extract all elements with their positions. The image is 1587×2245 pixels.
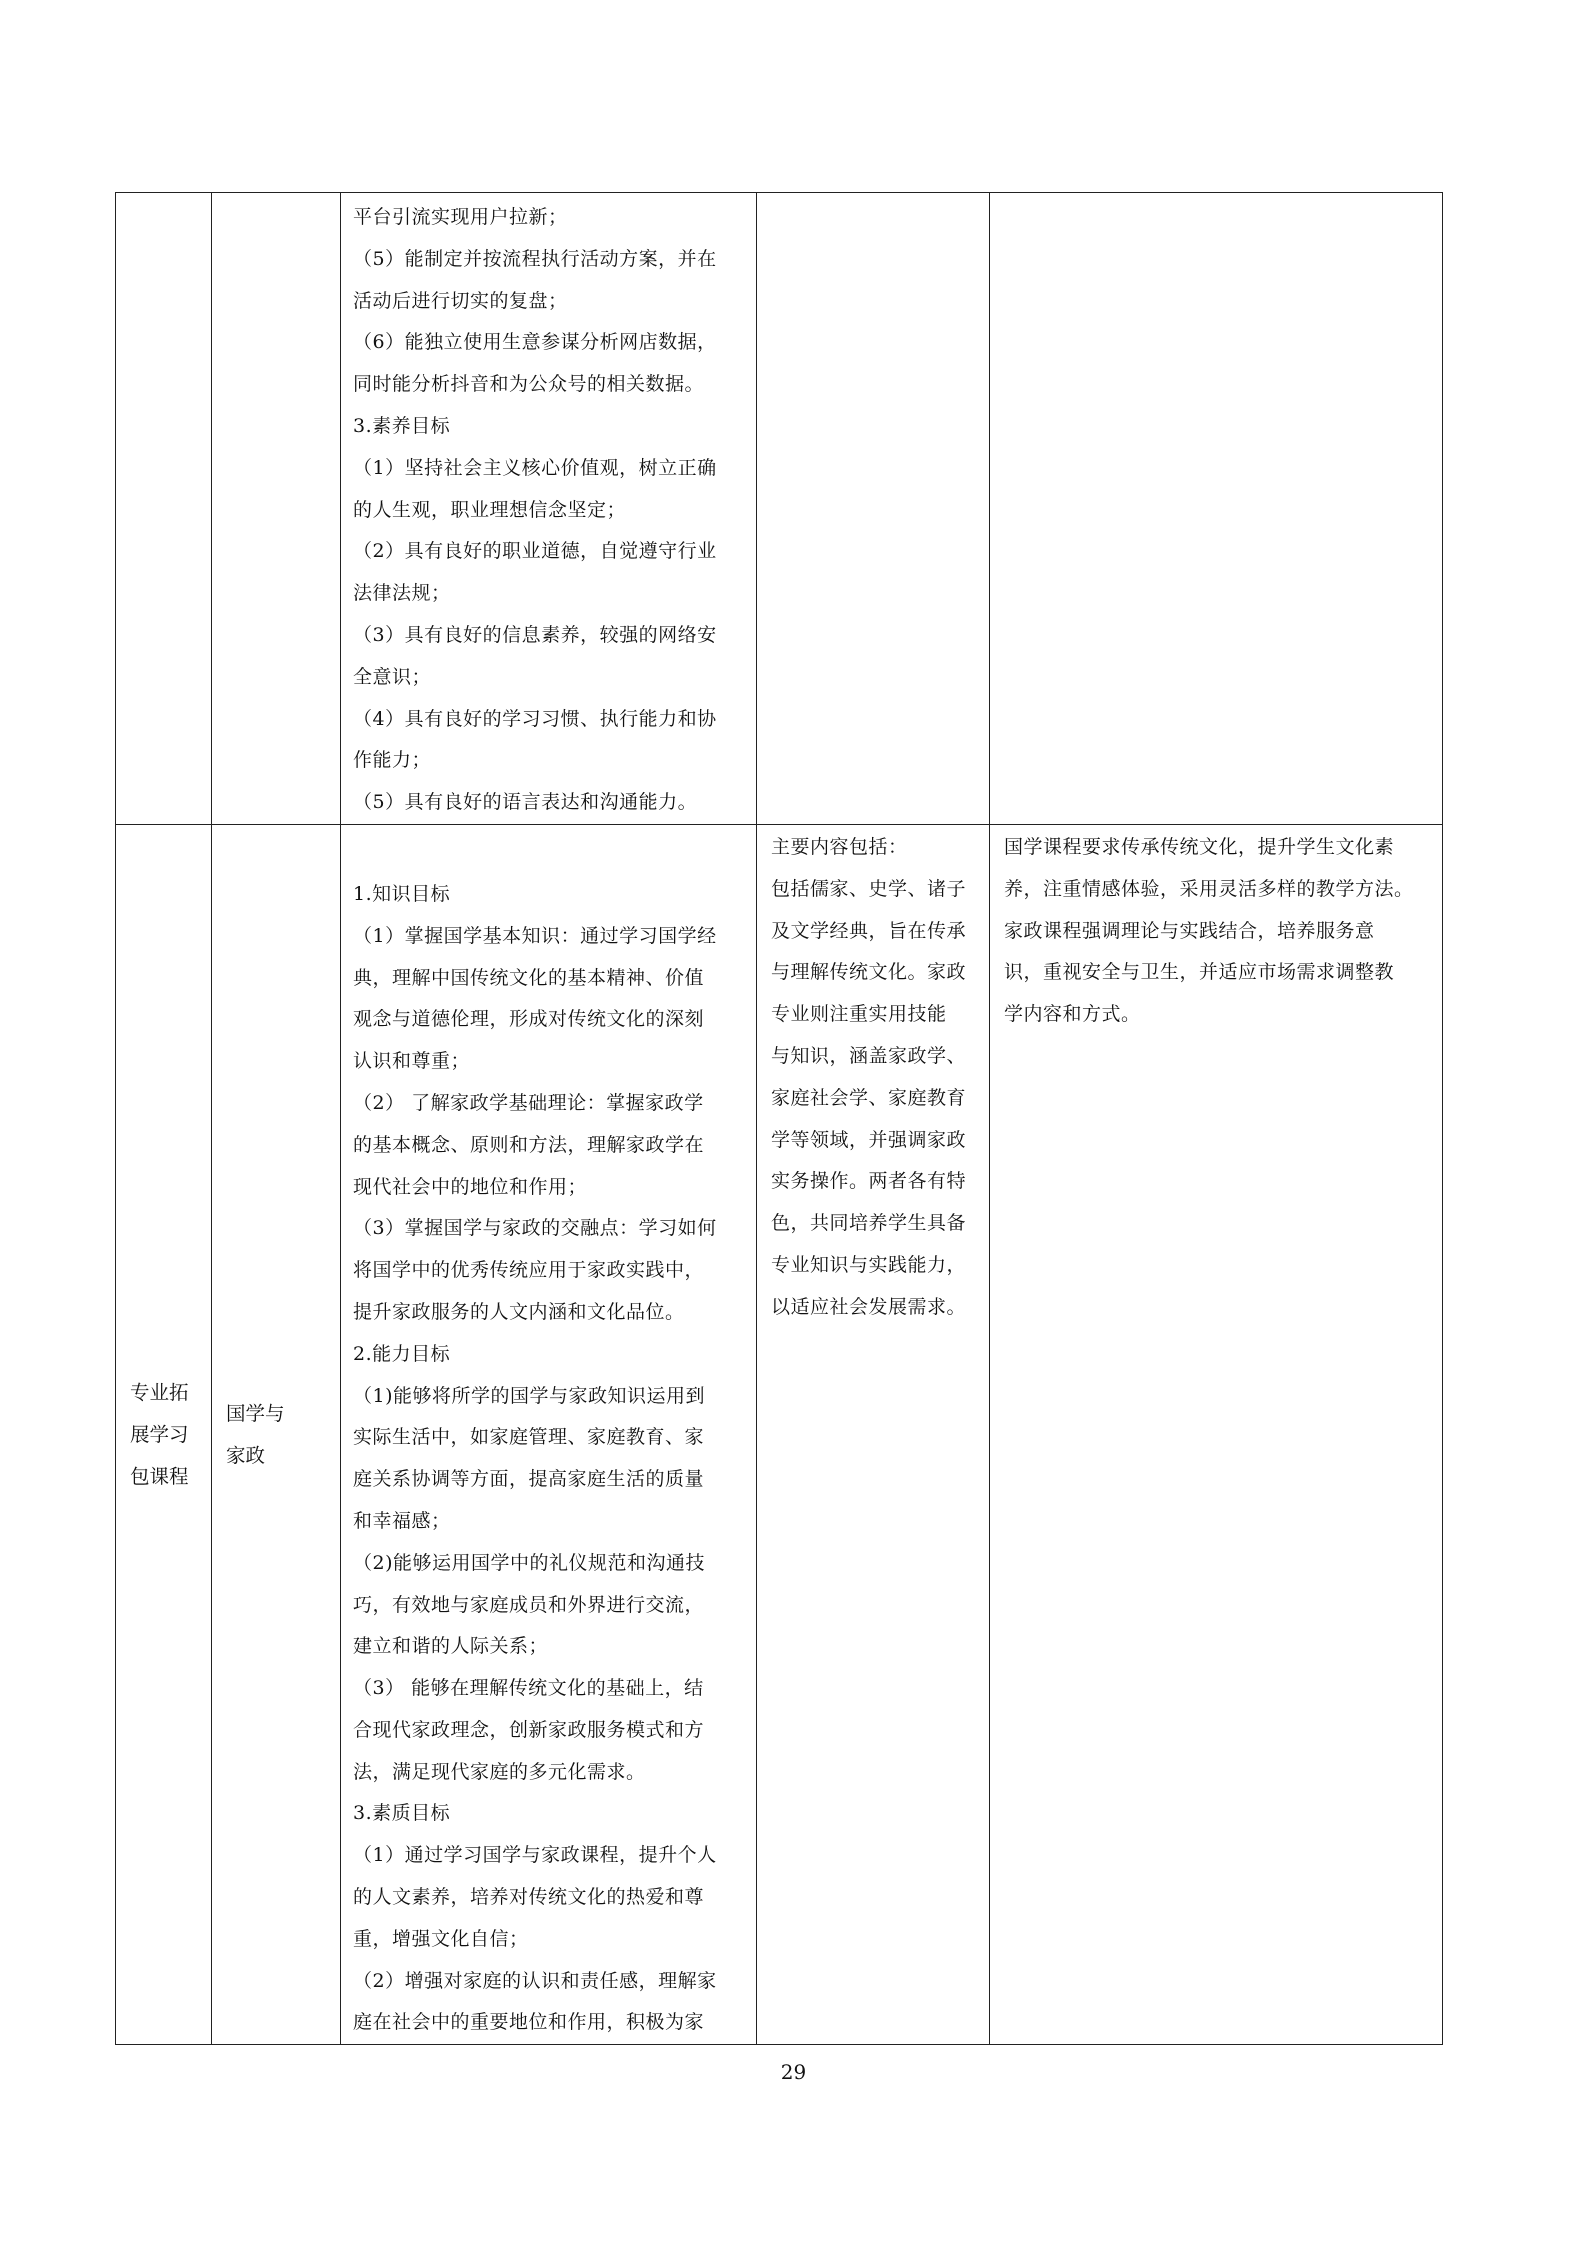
text-line: 与知识，涵盖家政学、 (771, 1044, 967, 1067)
course-name-text (212, 1393, 340, 1477)
text-line: 1.知识目标 (353, 882, 451, 905)
requirements-cell (990, 824, 1443, 2044)
text-line: （3） 能够在理解传统文化的基础上，结 (353, 1677, 704, 1700)
text-line: 实务操作。两者各有特 (771, 1170, 967, 1193)
text-line: 养，注重情感体验，采用灵活多样的教学方法。 (1004, 877, 1414, 900)
objectives-cell (341, 193, 757, 825)
curriculum-table (115, 192, 1443, 2045)
text-line: （2)能够运用国学中的礼仪规范和沟通技 (353, 1551, 706, 1574)
text-line: 建立和谐的人际关系； (353, 1635, 549, 1658)
objectives-text (341, 193, 756, 824)
text-line: 将国学中的优秀传统应用于家政实践中， (353, 1259, 705, 1282)
table-row (116, 193, 1443, 825)
requirements-cell (990, 193, 1443, 825)
text-line: 实际生活中，如家庭管理、家庭教育、家 (353, 1426, 705, 1449)
text-line: 庭关系协调等方面，提高家庭生活的质量 (353, 1468, 705, 1491)
text-line: 平台引流实现用户拉新； (353, 206, 568, 228)
text-line: 合现代家政理念，创新家政服务模式和方 (353, 1718, 705, 1741)
text-line: 重，增强文化自信； (353, 1927, 529, 1950)
text-line: （4）具有良好的学习习惯、执行能力和协 (353, 707, 717, 730)
text-line: 家庭社会学、家庭教育 (771, 1086, 967, 1109)
text-line: 的人文素养，培养对传统文化的热爱和尊 (353, 1886, 705, 1909)
objectives-cell (341, 824, 757, 2044)
text-line: （1）掌握国学基本知识：通过学习国学经 (353, 924, 717, 947)
course-name-cell (212, 193, 341, 825)
text-line: 与理解传统文化。家政 (771, 961, 967, 984)
text-line: （2）具有良好的职业道德，自觉遵守行业 (353, 540, 717, 563)
text-line: 的人生观，职业理想信念坚定； (353, 498, 627, 521)
text-line: 家政 (226, 1443, 266, 1467)
text-line: 典，理解中国传统文化的基本精神、价值 (353, 966, 705, 989)
text-line: 包课程 (130, 1464, 189, 1488)
text-line: 包括儒家、史学、诸子 (771, 877, 967, 900)
text-line: 色，共同培养学生具备 (771, 1212, 967, 1235)
objectives-text (341, 825, 756, 2044)
text-line: 现代社会中的地位和作用； (353, 1175, 588, 1198)
text-line: 法律法规； (353, 582, 451, 605)
category-cell (116, 824, 212, 2044)
content-cell (757, 824, 990, 2044)
text-line: 提升家政服务的人文内涵和文化品位。 (353, 1300, 685, 1323)
text-line: 活动后进行切实的复盘； (353, 289, 568, 312)
text-line: 国学与 (226, 1401, 285, 1425)
text-line: 主要内容包括： (771, 835, 908, 858)
text-line: 2.能力目标 (353, 1342, 451, 1365)
text-line: 全意识； (353, 665, 432, 688)
content-cell (757, 193, 990, 825)
text-line: 识，重视安全与卫生，并适应市场需求调整教 (1004, 961, 1395, 984)
text-line: （3）具有良好的信息素养，较强的网络安 (353, 623, 717, 646)
category-cell (116, 193, 212, 825)
text-line: 法，满足现代家庭的多元化需求。 (353, 1760, 646, 1783)
text-line: （6）能独立使用生意参谋分析网店数据， (353, 331, 717, 354)
text-line: 和幸福感； (353, 1509, 451, 1532)
text-line: 学等领域，并强调家政 (771, 1128, 967, 1151)
text-line: （1）坚持社会主义核心价值观，树立正确 (353, 456, 717, 479)
text-line: （2） 了解家政学基础理论：掌握家政学 (353, 1091, 704, 1114)
category-text (116, 1372, 211, 1498)
text-line: （2）增强对家庭的认识和责任感，理解家 (353, 1969, 717, 1992)
text-line: （5）能制定并按流程执行活动方案，并在 (353, 247, 717, 270)
text-line: （3）掌握国学与家政的交融点：学习如何 (353, 1217, 717, 1240)
text-line: 专业拓 (130, 1380, 189, 1404)
text-line: （1）通过学习国学与家政课程，提升个人 (353, 1844, 717, 1867)
course-name-cell (212, 824, 341, 2044)
text-line: 3.素养目标 (353, 414, 451, 437)
text-line: 巧，有效地与家庭成员和外界进行交流， (353, 1593, 705, 1616)
text-line: 专业知识与实践能力， (771, 1253, 967, 1276)
text-line: 观念与道德伦理，形成对传统文化的深刻 (353, 1008, 705, 1031)
text-line: 以适应社会发展需求。 (771, 1295, 967, 1318)
text-line: 3.素质目标 (353, 1802, 451, 1825)
text-line: 认识和尊重； (353, 1050, 471, 1073)
requirements-text (990, 825, 1442, 1036)
text-line: 作能力； (353, 749, 432, 772)
table-row (116, 824, 1443, 2044)
text-line: 庭在社会中的重要地位和作用，积极为家 (353, 2011, 705, 2034)
text-line: 学内容和方式。 (1004, 1003, 1141, 1026)
text-line: （1)能够将所学的国学与家政知识运用到 (353, 1384, 706, 1407)
text-line: （5）具有良好的语言表达和沟通能力。 (353, 791, 698, 814)
text-line: 的基本概念、原则和方法，理解家政学在 (353, 1133, 705, 1156)
text-line: 国学课程要求传承传统文化，提升学生文化素 (1004, 835, 1395, 858)
text-line: 展学习 (130, 1422, 189, 1446)
text-line: 同时能分析抖音和为公众号的相关数据。 (353, 373, 705, 396)
text-line: 专业则注重实用技能 (771, 1003, 947, 1026)
content-text (757, 825, 989, 1329)
text-line: 家政课程强调理论与实践结合，培养服务意 (1004, 919, 1375, 942)
page-number: 29 (780, 2060, 807, 2084)
text-line: 及文学经典，旨在传承 (771, 919, 967, 942)
